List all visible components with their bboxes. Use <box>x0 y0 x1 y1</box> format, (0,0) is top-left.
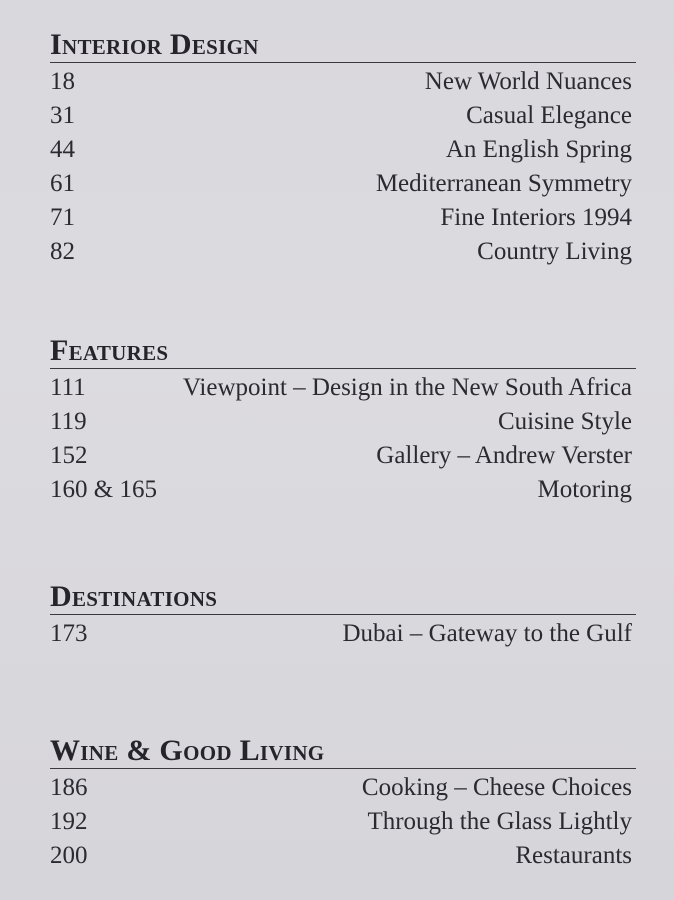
page-number: 18 <box>50 68 75 95</box>
toc-entry[interactable] <box>50 99 636 133</box>
toc-entry[interactable] <box>50 439 636 473</box>
article-title: Cooking – Cheese Choices <box>361 774 632 801</box>
toc-entry[interactable] <box>50 405 636 439</box>
page-number: 200 <box>50 842 88 869</box>
article-title: Gallery – Andrew Verster <box>376 442 632 469</box>
page-number: 186 <box>50 774 88 801</box>
article-title: Viewpoint – Design in the New South Africa <box>182 374 632 401</box>
section-heading: Wine & Good Living <box>50 736 636 769</box>
toc-entry[interactable] <box>50 133 636 167</box>
toc-entry[interactable] <box>50 771 636 805</box>
entry-list <box>50 617 636 651</box>
article-title: Cuisine Style <box>497 408 632 435</box>
entry-list <box>50 371 636 507</box>
section-wine-good-living <box>50 736 636 873</box>
toc-entry[interactable] <box>50 473 636 507</box>
page-number: 61 <box>50 170 75 197</box>
toc-entry[interactable] <box>50 201 636 235</box>
page-number: 152 <box>50 442 88 469</box>
article-title: Country Living <box>477 238 632 265</box>
toc-entry[interactable] <box>50 371 636 405</box>
page-number: 173 <box>50 620 88 647</box>
section-heading: Destinations <box>50 582 636 615</box>
toc-entry[interactable] <box>50 235 636 269</box>
article-title: Motoring <box>537 476 632 503</box>
page-number: 119 <box>50 408 87 435</box>
page-number: 160 & 165 <box>50 476 157 503</box>
article-title: Mediterranean Symmetry <box>375 170 632 197</box>
entry-list <box>50 65 636 269</box>
article-title: Through the Glass Lightly <box>367 808 632 835</box>
article-title: Casual Elegance <box>466 102 632 129</box>
toc-entry[interactable] <box>50 167 636 201</box>
article-title: Fine Interiors 1994 <box>440 204 632 231</box>
toc-entry[interactable] <box>50 839 636 873</box>
section-destinations <box>50 582 636 651</box>
section-features <box>50 336 636 507</box>
page-number: 192 <box>50 808 88 835</box>
article-title: Dubai – Gateway to the Gulf <box>342 620 632 647</box>
section-heading: Features <box>50 336 636 369</box>
toc-entry[interactable] <box>50 65 636 99</box>
page-number: 111 <box>50 374 86 401</box>
section-heading: Interior Design <box>50 30 636 63</box>
page-number: 44 <box>50 136 75 163</box>
entry-list <box>50 771 636 873</box>
page-number: 82 <box>50 238 75 265</box>
toc-entry[interactable] <box>50 805 636 839</box>
page-number: 71 <box>50 204 75 231</box>
article-title: Restaurants <box>515 842 632 869</box>
section-interior-design <box>50 30 636 269</box>
article-title: An English Spring <box>445 136 632 163</box>
page-number: 31 <box>50 102 75 129</box>
article-title: New World Nuances <box>424 68 632 95</box>
toc-entry[interactable] <box>50 617 636 651</box>
